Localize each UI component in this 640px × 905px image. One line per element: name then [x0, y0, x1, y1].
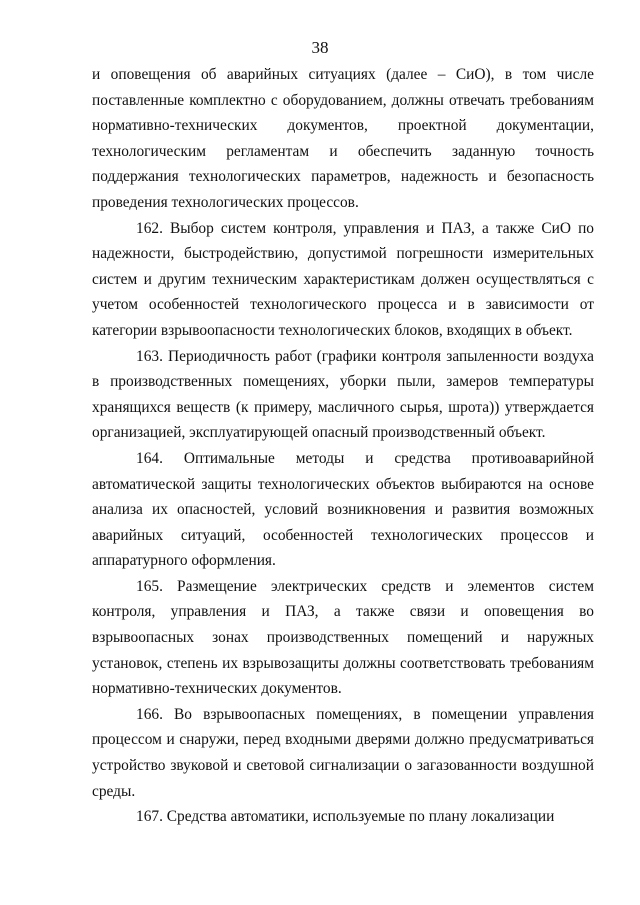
paragraph-167: 167. Средства автоматики, используемые по плану локализации: [136, 808, 555, 826]
paragraph-166: 166. Во взрывоопасных помещениях, в помещении управления процессом и снаружи, перед входными дверями должно предусматриваться устройство звуковой и световой сигнализации о загазованности воздушной среды.: [92, 705, 594, 800]
document-body: [92, 62, 594, 830]
paragraph-continuation: и оповещения об аварийных ситуациях (далее – СиО), в том числе поставленные комплектно с оборудованием, должны отвечать требованиям нормативно-технических документов, проектной документации, технологическим регламентам и обеспечить заданную точность поддержания технологических параметров, надежность и безопасность проведения технологических процессов.: [92, 66, 594, 211]
paragraph-162: 162. Выбор систем контроля, управления и ПАЗ, а также СиО по надежности, быстродействию, допустимой погрешности измерительных систем и другим техническим характеристикам должен осуществляться с учетом особенностей технологического процесса и в зависимости от категории взрывоопасности технологических блоков, входящих в объект.: [92, 219, 594, 339]
paragraph-165: 165. Размещение электрических средств и элементов систем контроля, управления и ПАЗ, а также связи и оповещения во взрывоопасных зонах производственных помещений и наружных установок, степень их взрывозащиты должны соответствовать требованиям нормативно-технических документов.: [92, 577, 594, 698]
paragraph-163: 163. Периодичность работ (графики контроля запыленности воздуха в производственных помещениях, уборки пыли, замеров температуры хранящихся веществ (к примеру, масличного сырья, шрота)) утверждается организацией, эксплуатирующей опасный производственный объект.: [92, 347, 594, 442]
page-number: 38: [311, 38, 329, 57]
paragraph-164: 164. Оптимальные методы и средства противоаварийной автоматической защиты технологических объектов выбираются на основе анализа их опасностей, условий возникновения и развития возможных аварийных ситуаций, особенностей технологических процессов и аппаратурного оформления.: [92, 449, 594, 570]
